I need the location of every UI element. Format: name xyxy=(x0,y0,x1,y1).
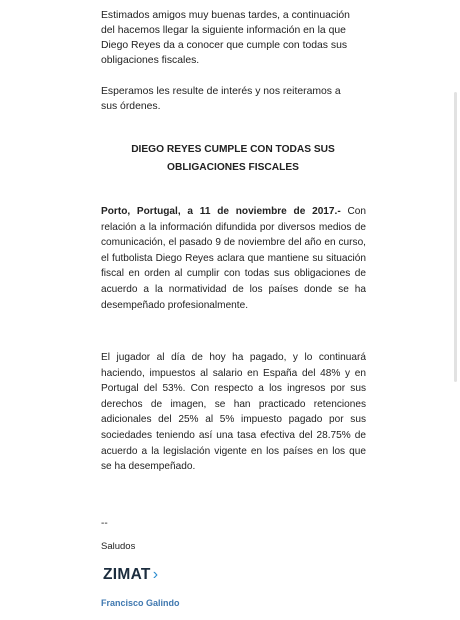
press-release-paragraph-1 xyxy=(101,204,366,313)
intro-closing-paragraph: Esperamos les resulte de interés y nos reiteramos a sus órdenes. xyxy=(101,86,341,112)
press-release-dateline: Porto, Portugal, a 11 de noviembre de 2017.- xyxy=(101,206,341,217)
signature-separator: -- xyxy=(101,518,108,529)
vertical-scrollbar[interactable] xyxy=(454,92,457,382)
paragraph-1-text: Con relación a la información difundida por diversos medios de comunicación, el pasado 9 de noviembre del año en curso, el futbolista Diego Reyes aclara que mantiene su situación fiscal en orden al cumplir con todas sus obligaciones de acuerdo a la normatividad de los países donde se ha desempeñado profesionalmente. xyxy=(101,206,366,311)
intro-section xyxy=(101,8,353,130)
signer-name-link[interactable]: Francisco Galindo xyxy=(101,598,180,608)
logo-chevron-icon: › xyxy=(152,566,159,583)
zimat-logo xyxy=(103,566,158,584)
logo-wordmark: ZIMAT xyxy=(103,566,151,583)
intro-greeting-paragraph: Estimados amigos muy buenas tardes, a continuación del hacemos llegar la siguiente información en la que Diego Reyes da a conocer que cumple con todas sus obligaciones fiscales. xyxy=(101,10,350,66)
press-release-paragraph-2: El jugador al día de hoy ha pagado, y lo continuará haciendo, impuestos al salario en España del 48% y en Portugal del 53%. Con respecto a los ingresos por sus derechos de imagen, se han practicado retenciones adicionales del 25% al 5% impuesto pagado por sus sociedades teniendo así una tasa efectiva del 28.75% de acuerdo a la legislación vigente en los países en los que se ha desempeñado. xyxy=(101,352,366,473)
signature-salutation: Saludos xyxy=(101,541,136,552)
press-release-headline: DIEGO REYES CUMPLE CON TODAS SUS OBLIGACIONES FISCALES xyxy=(131,144,335,173)
